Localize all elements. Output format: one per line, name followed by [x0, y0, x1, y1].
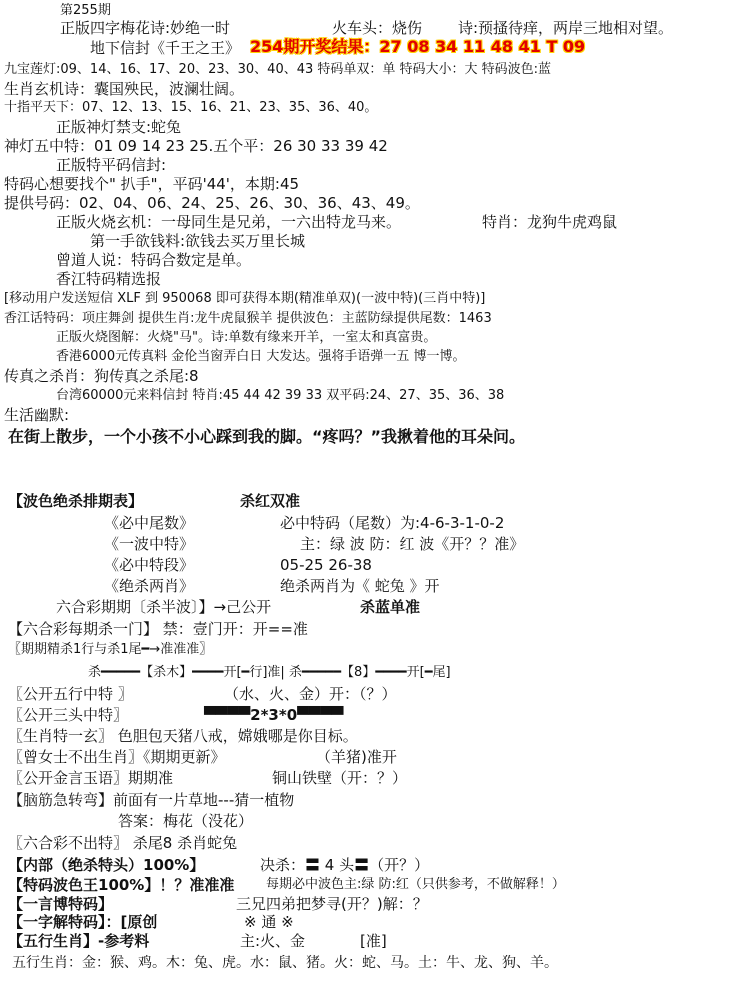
internal-kill-label: 【内部（绝杀特头）100%】: [8, 856, 205, 874]
line-humor-title: 生活幽默:: [4, 406, 70, 424]
line-lamp-five: 神灯五中特：01 09 14 23 25.五个平：26 30 33 39 42: [4, 137, 388, 155]
kill-one-row: 〖期期精杀1行与杀1尾━→准准准〗: [8, 642, 213, 657]
one-word-label: 【一言博特码】: [8, 895, 114, 913]
brain-teaser: 【脑筋急转弯】前面有一片草地---猜一植物: [8, 791, 295, 809]
header-period: 第255期: [60, 3, 111, 18]
three-head-value: ▀▀▀▀2*3*0▀▀▀▀: [204, 706, 344, 724]
wuxing-main: 主:火、金: [240, 932, 306, 950]
line-pickpocket: 特码心想要找个" 扒手"，平码'44'，本期:45: [4, 175, 300, 193]
kill-table-title: 【波色绝杀排期表】: [8, 492, 144, 510]
wuxing-label: 【五行生肖】-参考料: [8, 932, 150, 950]
one-word-value: 三兄四弟把梦寻(开？)解：？: [236, 895, 428, 913]
wuxing-zodiac-list: 五行生肖：金：猴、鸡。木：兔、虎。水：鼠、猪。火：蛇、马。土：牛、龙、狗、羊。: [12, 955, 558, 971]
must-segment-label: 《必中特段》: [104, 556, 195, 574]
line-zodiac-poem: 生肖玄机诗：囊国殃民，波澜壮阔。: [4, 80, 245, 98]
line-taiwan: 台湾60000元来料信封 特肖:45 44 42 39 33 双平码:24、27、35、36、38: [56, 388, 505, 403]
one-char-value: ※ 通 ※: [244, 913, 294, 931]
wuxing-accurate: [准]: [360, 932, 387, 950]
line-sms: [移动用户发送短信 XLF 到 950068 即可获得本期(精准单双)(一波中特)(三肖中特)]: [4, 291, 486, 306]
line-numbers: 提供号码：02、04、06、24、25、26、30、36、43、49。: [4, 194, 420, 212]
line-fire-zodiac: 特肖：龙狗牛虎鸡鼠: [482, 213, 618, 231]
humor-story: 在街上散步，一个小孩不小心踩到我的脚。“疼吗？”我揪着他的耳朵问。: [8, 427, 526, 446]
wave-king-value: 每期必中波色主:绿 防:红（只供参考，不做解释！）: [266, 877, 565, 892]
poem-text: 诗:预搔待痒，两岸三地相对望。: [458, 19, 674, 37]
poem-label: 正版四字梅花诗:妙绝一时: [60, 19, 231, 37]
zodiac-mystery: 〖生肖特一玄〗 色胆包天猪八戒，嫦娥哪是你目标。: [8, 727, 358, 745]
underground-prefix: 地下信封《千王之王》: [90, 39, 241, 57]
one-wave-label: 《一波中特》: [104, 535, 195, 553]
line-fire-riddle: 正版火烧玄机：一母同生是兄弟，一六出特龙马来。: [56, 213, 402, 231]
line-ten-fingers: 十指平天下：07、12、13、15、16、21、23、35、36、40。: [4, 100, 378, 115]
line-lamp-ban: 正版神灯禁支:蛇兔: [56, 118, 182, 136]
must-tail-value: 必中特码（尾数）为:4-6-3-1-0-2: [280, 514, 505, 532]
must-tail-label: 《必中尾数》: [104, 514, 195, 532]
kill-one-door: 【六合彩每期杀一门】 禁：壹门开：开==准: [8, 620, 308, 638]
kill-red-double: 杀红双准: [240, 492, 301, 510]
result-banner: 254期开奖结果：27 08 34 11 48 41 T 09: [250, 37, 586, 56]
internal-kill-value: 决杀：〓 4 头〓（开？）: [260, 856, 430, 874]
golden-words-label: 〖公开金言玉语〗期期准: [8, 769, 174, 787]
kill-half-wave: 六合彩期期〔杀半波〕】→己公开: [56, 598, 272, 616]
line-first-hand: 第一手欲钱料:欲钱去买万里长城: [90, 232, 306, 250]
line-lotus: 九宝莲灯:09、14、16、17、20、23、30、40、43 特码单双：单 特码大小：大 特码波色:蓝: [4, 62, 552, 77]
five-element-label: 〖公开五行中特 〗: [8, 685, 133, 703]
line-fire-diagram: 正版火烧图解：火烧"马"。诗:单数有缘来开羊，一室太和真富贵。: [56, 330, 437, 345]
line-fax-kill: 传真之杀肖：狗传真之杀尾:8: [4, 367, 199, 385]
train-head: 火车头：烧伤: [332, 19, 423, 37]
must-segment-value: 05-25 26-38: [280, 556, 372, 574]
brain-teaser-answer: 答案：梅花（没花）: [118, 812, 254, 830]
kill-two-value: 绝杀两肖为《 蛇兔 》开: [280, 577, 440, 595]
golden-words-value: 铜山铁壁（开：？）: [272, 769, 408, 787]
line-xiangjiang: 香江特码精选报: [56, 270, 162, 288]
line-xiangjiang-talk: 香江话特码：项庄舞剑 提供生肖:龙牛虎鼠猴羊 提供波色：主蓝防绿提供尾数：1463: [4, 311, 492, 326]
kill-wood-row: 杀━━━━━【杀木】━━━━开[━行]准| 杀━━━━━【8】━━━━开[━尾]: [88, 665, 451, 680]
one-char-label: 【一字解特码】：[原创: [8, 913, 158, 931]
line-zeng: 曾道人说：特码合数定是单。: [56, 251, 252, 269]
five-element-value: （水、火、金）开：（？）: [224, 685, 397, 703]
ms-zeng-value: （羊猪)准开: [316, 748, 397, 766]
kill-two-label: 《绝杀两肖》: [104, 577, 195, 595]
wave-king-label: 【特码波色王100%】！？准准准: [8, 876, 235, 894]
line-hk-fax: 香港6000元传真料 金伦当窗弄白日 大发达。强将手语弹一五 博一博。: [56, 349, 466, 364]
ms-zeng-label: 〖曾女士不出生肖〗《期期更新》: [8, 748, 226, 766]
kill-blue-single: 杀蓝单准: [360, 598, 421, 616]
no-special: 〖六合彩不出特〗 杀尾8 杀肖蛇兔: [8, 834, 238, 852]
one-wave-value: 主：绿 波 防：红 波《开？？准》: [300, 535, 525, 553]
three-head-label: 〖公开三头中特〗: [8, 706, 129, 724]
line-envelope: 正版特平码信封:: [56, 156, 167, 174]
